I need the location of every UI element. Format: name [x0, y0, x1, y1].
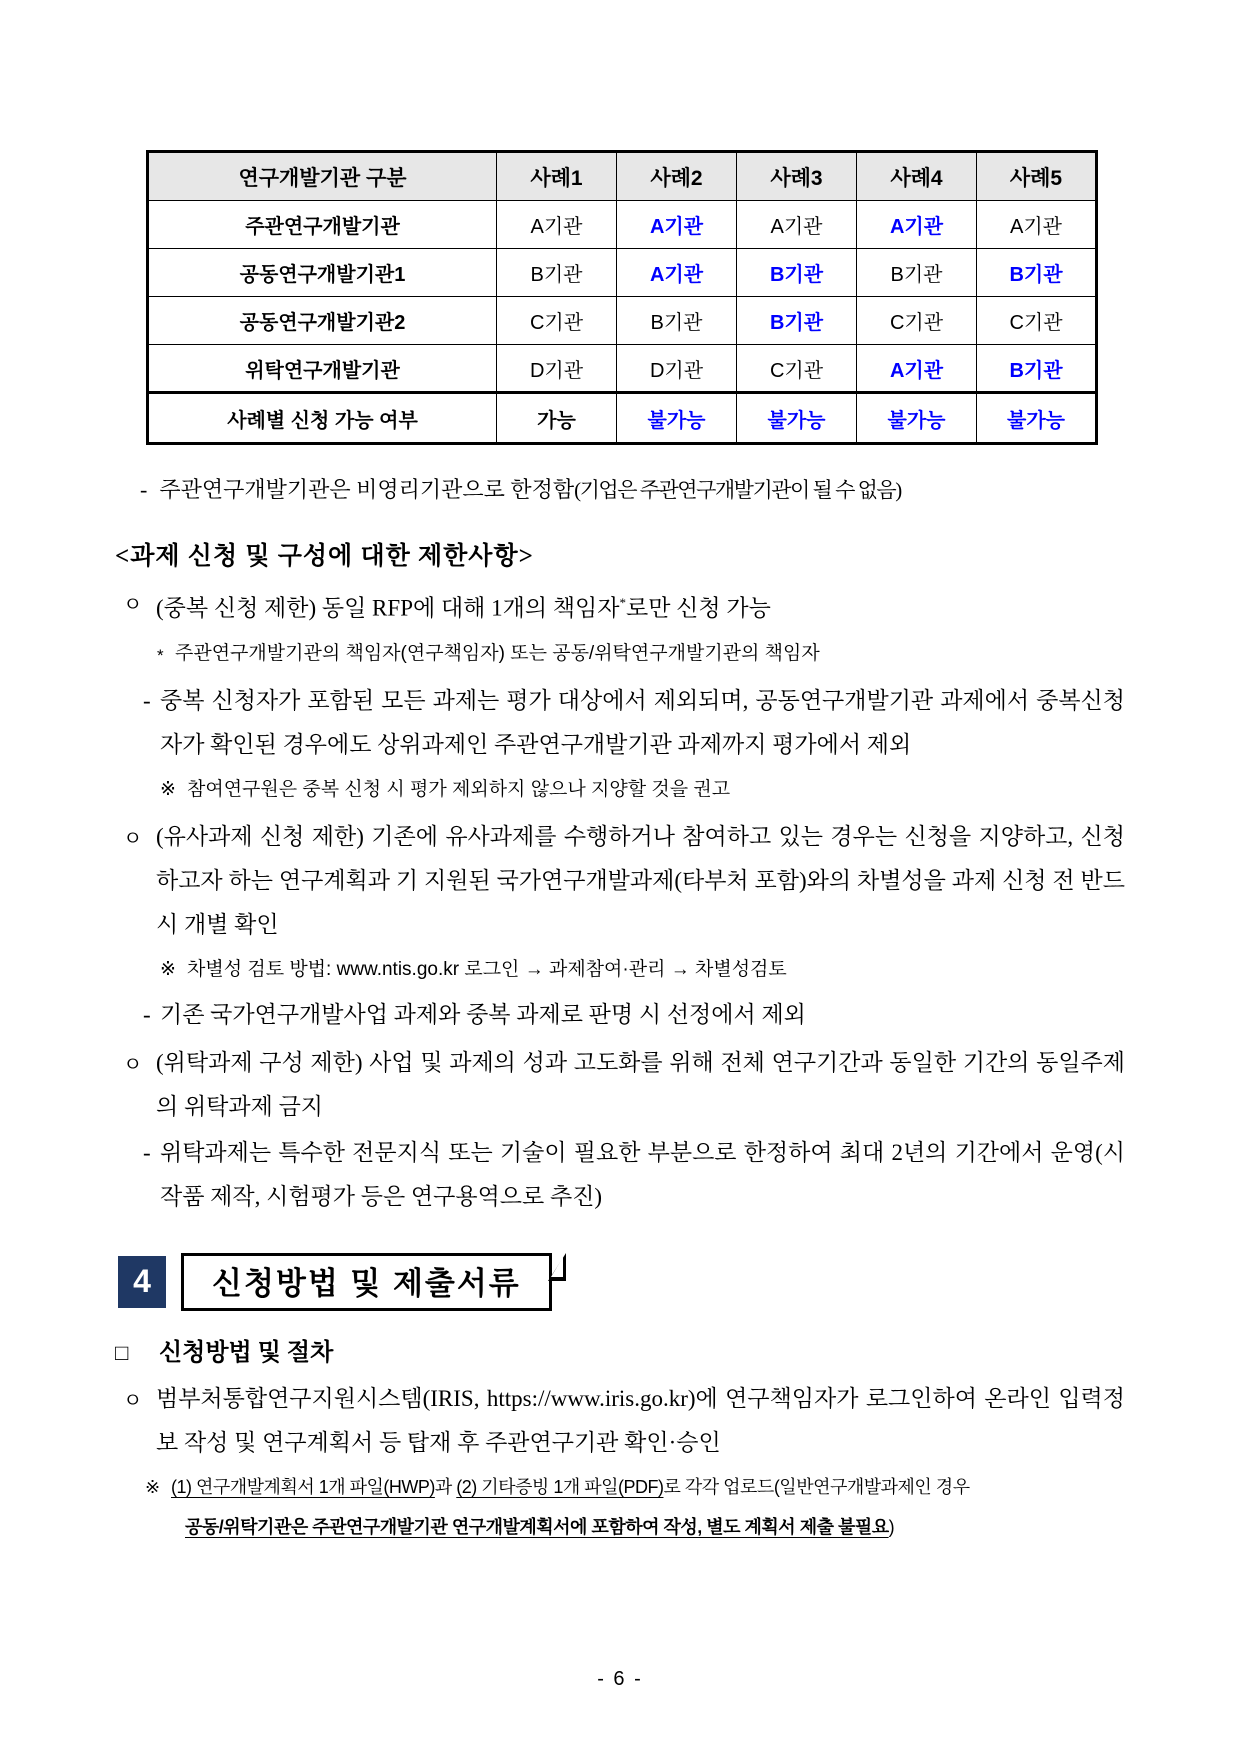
row-label: 주관연구개발기관 [148, 201, 497, 249]
page-number: - 6 - [597, 1668, 643, 1690]
upload-file-pdf: (2) 기타증빙 1개 파일(PDF) [456, 1476, 664, 1497]
table-cell: B기관 [737, 297, 857, 345]
table-cell: C기관 [497, 297, 617, 345]
table-cell: A기관 [857, 201, 977, 249]
table-cell: B기관 [977, 345, 1097, 393]
bullet-text: (유사과제 신청 제한) 기존에 유사과제를 수행하거나 참여하고 있는 경우는 신청을 지양하고, 신청하고자 하는 연구계획과 기 지원된 국가연구개발과제(타부처 포함)와의 차별성을 과제 신청 전 반드시 개별 확인 [156, 823, 1125, 937]
dash-item-text: 기존 국가연구개발사업 과제와 중복 과제로 판명 시 선정에서 제외 [160, 1001, 806, 1027]
footnote-responsible-person [157, 633, 1125, 677]
sub-heading-text: 신청방법 및 절차 [159, 1339, 334, 1366]
table-row [148, 297, 1097, 345]
bullet-text-pre: (중복 신청 제한) 동일 RFP에 대해 1개의 책임자 [156, 595, 620, 621]
section-number-badge: 4 [118, 1256, 166, 1308]
circle-bullet-marker: ㅇ [123, 594, 143, 616]
section-4-header [118, 1253, 1125, 1311]
bullet-text: 범부처통합연구지원시스템(IRIS, https://www.iris.go.kr)에 연구책임자가 로그인하여 온라인 입력정보 작성 및 연구계획서 등 탑재 후 주관연구기관 확인·승인 [156, 1385, 1125, 1455]
fold-corner-icon [548, 1253, 566, 1281]
footnote-asterisk: * [619, 595, 626, 610]
upload-note-line2 [171, 1507, 1125, 1547]
ref-note-text: 참여연구원은 중복 신청 시 평가 제외하지 않으나 지양할 것을 권고 [187, 778, 731, 800]
bullet-consignment-restriction [123, 1041, 1125, 1129]
upload-note [145, 1467, 1125, 1547]
sub-heading-application-method [115, 1333, 1125, 1373]
table-cell: 불가능 [977, 393, 1097, 444]
col-header: 사례2 [617, 152, 737, 201]
table-cell: D기관 [497, 345, 617, 393]
bullet-iris-application [123, 1377, 1125, 1465]
ref-note-ntis [160, 949, 1125, 991]
table-note-paren: (기업은 주관연구개발기관이 될 수 없음) [574, 478, 901, 502]
dash-marker: - [143, 1001, 151, 1027]
bullet-duplicate-restriction [123, 581, 1125, 631]
dash-item-text: 위탁과제는 특수한 전문지식 또는 기술이 필요한 부분으로 한정하여 최대 2년의 기간에서 운영(시작품 제작, 시험평가 등은 연구용역으로 추진) [160, 1139, 1125, 1209]
table-cell: C기관 [737, 345, 857, 393]
table-cell: 불가능 [617, 393, 737, 444]
dash-item-existing-project [143, 993, 1125, 1037]
square-bullet-marker: □ [115, 1339, 129, 1365]
row-label: 위탁연구개발기관 [148, 345, 497, 393]
row-label: 공동연구개발기관1 [148, 249, 497, 297]
table-cell: B기관 [617, 297, 737, 345]
row-label: 공동연구개발기관2 [148, 297, 497, 345]
asterisk-marker: * [157, 645, 164, 665]
upload-file-hwp: (1) 연구개발계획서 1개 파일(HWP) [171, 1476, 435, 1497]
circle-bullet-marker: ㅇ [123, 1389, 143, 1412]
col-header: 사례3 [737, 152, 857, 201]
table-cell: B기관 [737, 249, 857, 297]
dash-item-duplicate-exclusion [143, 679, 1125, 767]
dash-marker: - [143, 1139, 151, 1165]
table-cell: D기관 [617, 345, 737, 393]
ref-note-text: 차별성 검토 방법: www.ntis.go.kr 로그인 → 과제참여·관리 → 차별성검토 [187, 958, 787, 980]
table-cell: A기관 [737, 201, 857, 249]
col-header: 연구개발기관 구분 [148, 152, 497, 201]
col-header: 사례5 [977, 152, 1097, 201]
table-summary-row [148, 393, 1097, 444]
table-row [148, 345, 1097, 393]
upload-note-tail: ) [888, 1516, 895, 1537]
table-cell: A기관 [617, 201, 737, 249]
table-row [148, 201, 1097, 249]
circle-bullet-marker: ㅇ [123, 827, 143, 850]
bullet-similar-project-restriction [123, 815, 1125, 947]
reference-marker: ※ [160, 958, 176, 980]
upload-note-text [171, 1467, 1125, 1547]
dash-item-consignment-limit [143, 1131, 1125, 1219]
table-cell: 불가능 [737, 393, 857, 444]
bullet-text [156, 581, 1125, 631]
reference-marker: ※ [145, 1476, 160, 1497]
ref-note-participants [160, 769, 1125, 811]
table-cell: A기관 [857, 345, 977, 393]
row-label: 사례별 신청 가능 여부 [148, 393, 497, 444]
dash-marker: - [143, 687, 151, 713]
table-cell: 불가능 [857, 393, 977, 444]
bullet-text: (위탁과제 구성 제한) 사업 및 과제의 성과 고도화를 위해 전체 연구기간과 동일한 기간의 동일주제의 위탁과제 금지 [156, 1049, 1125, 1119]
table-cell: A기관 [617, 249, 737, 297]
table-cell: 가능 [497, 393, 617, 444]
table-cell: B기관 [857, 249, 977, 297]
table-cell: C기관 [977, 297, 1097, 345]
section-title: 신청방법 및 제출서류 [212, 1266, 521, 1302]
upload-note-bold: 공동/위탁기관은 주관연구개발기관 연구개발계획서에 포함하여 작성, 별도 계획서 제출 불필요 [185, 1516, 889, 1537]
table-note-text: 주관연구개발기관은 비영리기관으로 한정함 [159, 477, 575, 502]
upload-note-mid: 로 각각 업로드(일반연구개발과제인 경우 [663, 1476, 970, 1497]
section-title-box [181, 1253, 552, 1311]
table-cell: B기관 [977, 249, 1097, 297]
table-cell: A기관 [497, 201, 617, 249]
restrictions-title: <과제 신청 및 구성에 대한 제한사항> [115, 543, 534, 570]
footnote-text: 주관연구개발기관의 책임자(연구책임자) 또는 공동/위탁연구개발기관의 책임자 [175, 642, 820, 664]
bullet-text-post: 로만 신청 가능 [625, 595, 771, 621]
reference-marker: ※ [160, 778, 176, 800]
table-header-row [148, 152, 1097, 201]
upload-note-mid: 과 [434, 1476, 457, 1497]
dash-marker: - [140, 477, 148, 502]
table-row [148, 249, 1097, 297]
table-cell: C기관 [857, 297, 977, 345]
dash-item-text: 중복 신청자가 포함된 모든 과제는 평가 대상에서 제외되며, 공동연구개발기관 과제에서 중복신청자가 확인된 경우에도 상위과제인 주관연구개발기관 과제까지 평가에서 제외 [160, 687, 1125, 757]
table-cell: B기관 [497, 249, 617, 297]
circle-bullet-marker: ㅇ [123, 1053, 143, 1076]
table-note [140, 473, 1125, 507]
case-table [146, 150, 1098, 445]
col-header: 사례4 [857, 152, 977, 201]
col-header: 사례1 [497, 152, 617, 201]
table-cell: A기관 [977, 201, 1097, 249]
